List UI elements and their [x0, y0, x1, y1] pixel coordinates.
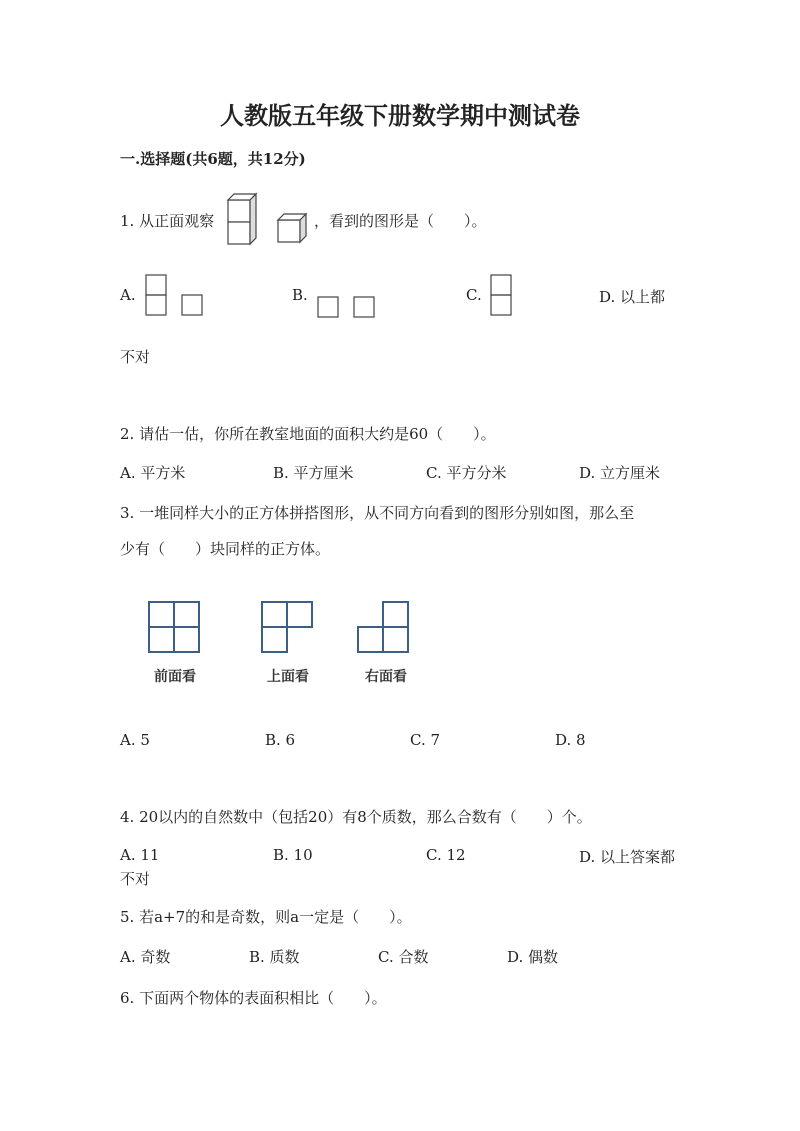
question-3-option-b[interactable]: B. 6: [265, 731, 296, 749]
question-1-prefix: 1. 从正面观察: [120, 212, 215, 230]
question-4-option-d[interactable]: D. 以上答案都: [579, 848, 676, 866]
question-3-line-2: 少有（ ）块同样的正方体。: [120, 540, 331, 558]
question-5-option-c[interactable]: C. 合数: [378, 948, 429, 966]
question-5-option-d[interactable]: D. 偶数: [507, 948, 559, 966]
question-3-line-1: 3. 一堆同样大小的正方体拼搭图形，从不同方向看到的图形分别如图，那么至: [120, 504, 635, 522]
question-5-option-b[interactable]: B. 质数: [249, 948, 300, 966]
question-4-option-c[interactable]: C. 12: [426, 846, 466, 864]
question-5-option-a[interactable]: A. 奇数: [120, 948, 171, 966]
question-3-option-c[interactable]: C. 7: [410, 731, 441, 749]
question-1-option-d-wrap: 不对: [120, 348, 151, 366]
section-heading: 一.选择题(共6题，共12分): [120, 150, 306, 168]
question-3-option-a[interactable]: A. 5: [120, 731, 150, 749]
question-1-option-c[interactable]: C.: [466, 286, 482, 304]
question-3-option-d[interactable]: D. 8: [555, 731, 586, 749]
question-3-front-label: 前面看: [154, 669, 196, 685]
question-1-option-d[interactable]: D. 以上都: [599, 288, 666, 306]
question-1-cube-figure: [224, 190, 314, 246]
question-3-top-view: [261, 601, 315, 655]
question-2-option-b[interactable]: B. 平方厘米: [273, 464, 354, 482]
question-3-top-label: 上面看: [267, 669, 309, 685]
question-1-option-c-figure: [490, 274, 514, 318]
question-1-option-a[interactable]: A.: [120, 286, 136, 304]
page-title: 人教版五年级下册数学期中测试卷: [220, 101, 580, 130]
question-4-option-d-wrap: 不对: [120, 870, 151, 888]
question-4-option-b[interactable]: B. 10: [273, 846, 313, 864]
question-2-text: 2. 请估一估，你所在教室地面的面积大约是60（ ）。: [120, 425, 496, 443]
question-5-text: 5. 若a+7的和是奇数，则a一定是（ ）。: [120, 908, 412, 926]
question-3-right-label: 右面看: [365, 669, 407, 685]
question-2-option-d[interactable]: D. 立方厘米: [579, 464, 661, 482]
question-2-option-c[interactable]: C. 平方分米: [426, 464, 507, 482]
question-1-suffix: ，看到的图形是（ ）。: [314, 212, 487, 230]
question-1-option-b[interactable]: B.: [292, 286, 308, 304]
question-1-option-a-figure: [145, 274, 207, 318]
question-4-text: 4. 20以内的自然数中（包括20）有8个质数，那么合数有（ ）个。: [120, 808, 592, 826]
question-3-right-view: [357, 601, 411, 655]
question-2-option-a[interactable]: A. 平方米: [120, 464, 186, 482]
question-6-text: 6. 下面两个物体的表面积相比（ ）。: [120, 989, 387, 1007]
question-3-front-view: [148, 601, 202, 655]
question-4-option-a[interactable]: A. 11: [120, 846, 160, 864]
question-1-option-b-figure: [317, 296, 379, 320]
